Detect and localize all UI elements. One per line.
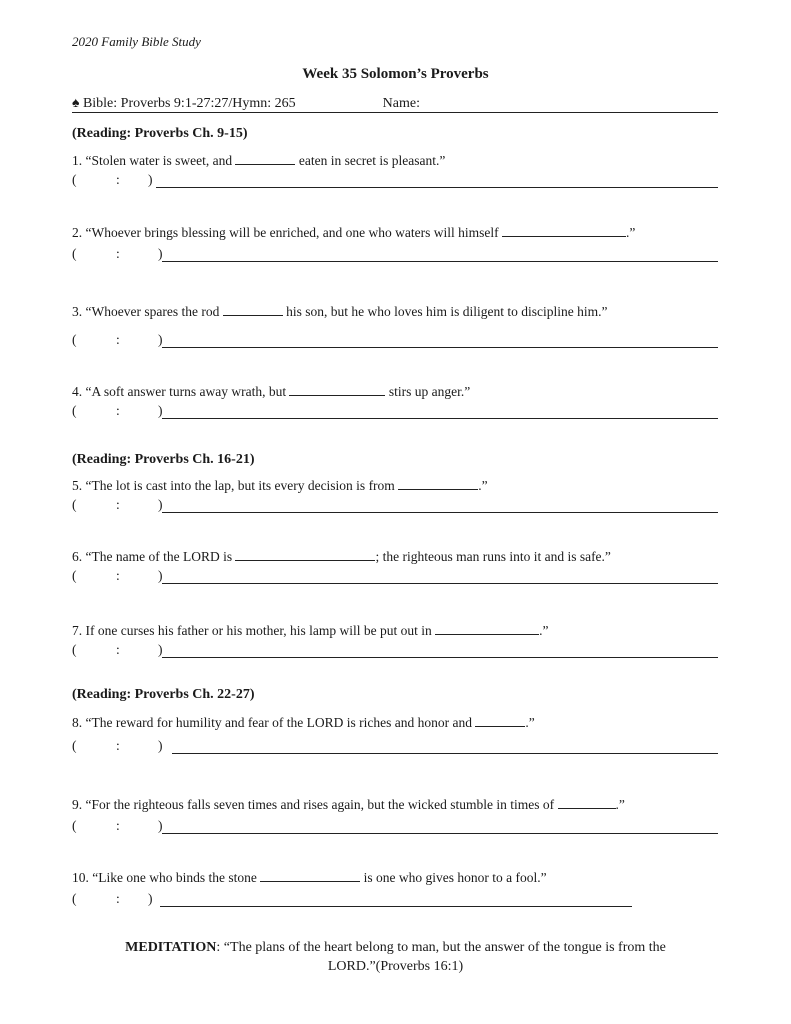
series-header: 2020 Family Bible Study: [72, 34, 201, 49]
reference-answer-line[interactable]: [162, 657, 718, 658]
reference-line-5[interactable]: ( : ): [72, 497, 718, 515]
meditation-label: MEDITATION: [125, 940, 217, 955]
answer-blank[interactable]: [435, 622, 539, 635]
reference-line-10[interactable]: ( : ): [72, 891, 718, 909]
question-9: 9. “For the righteous falls seven times and rises again, but the wicked stumble in times of .”: [72, 797, 625, 812]
section-heading-1: (Reading: Proverbs Ch. 9-15): [72, 126, 248, 141]
reference-answer-line[interactable]: [162, 512, 718, 513]
answer-blank[interactable]: [235, 152, 295, 165]
bible-line-underline: [72, 112, 718, 113]
question-10: 10. “Like one who binds the stone is one who gives honor to a fool.”: [72, 870, 547, 885]
section-heading-2: (Reading: Proverbs Ch. 16-21): [72, 452, 255, 467]
reference-answer-line[interactable]: [162, 583, 718, 584]
answer-blank[interactable]: [398, 477, 478, 490]
answer-blank[interactable]: [260, 869, 360, 882]
reference-line-6[interactable]: ( : ): [72, 568, 718, 586]
spade-icon: ♠: [72, 96, 80, 111]
name-label: Name:: [382, 96, 420, 111]
bible-reference: Bible: Proverbs 9:1-27:27/Hymn: 265: [82, 96, 296, 111]
reference-answer-line[interactable]: [162, 347, 718, 348]
section-heading-3: (Reading: Proverbs Ch. 22-27): [72, 687, 255, 702]
question-6: 6. “The name of the LORD is ; the righteous man runs into it and is safe.”: [72, 549, 611, 564]
meditation-text: : “The plans of the heart belong to man, but the answer of the tongue is from the LORD.”(Proverbs 16:1): [216, 940, 666, 974]
question-4: 4. “A soft answer turns away wrath, but stirs up anger.”: [72, 384, 471, 399]
reference-line-9[interactable]: ( : ): [72, 818, 718, 836]
question-1: 1. “Stolen water is sweet, and eaten in secret is pleasant.”: [72, 153, 446, 168]
reference-answer-line[interactable]: [162, 833, 718, 834]
question-5: 5. “The lot is cast into the lap, but its every decision is from .”: [72, 478, 488, 493]
answer-blank[interactable]: [558, 796, 616, 809]
meditation-block: [0, 938, 791, 976]
answer-blank[interactable]: [475, 714, 525, 727]
reference-line-7[interactable]: ( : ): [72, 642, 718, 660]
answer-blank[interactable]: [289, 383, 385, 396]
reference-line-8[interactable]: ( : ): [72, 738, 718, 756]
reference-line-4[interactable]: ( : ): [72, 403, 718, 421]
reference-answer-line[interactable]: [172, 753, 718, 754]
answer-blank[interactable]: [235, 548, 375, 561]
answer-blank[interactable]: [223, 303, 283, 316]
reference-line-3[interactable]: ( : ): [72, 332, 718, 350]
bible-line: [72, 96, 420, 112]
reference-answer-line[interactable]: [160, 906, 632, 907]
reference-line-1[interactable]: ( : ): [72, 172, 718, 190]
reference-answer-line[interactable]: [156, 187, 718, 188]
answer-blank[interactable]: [502, 224, 626, 237]
question-8: 8. “The reward for humility and fear of the LORD is riches and honor and .”: [72, 715, 535, 730]
page-title: Week 35 Solomon’s Proverbs: [302, 66, 489, 82]
reference-answer-line[interactable]: [162, 418, 718, 419]
question-7: 7. If one curses his father or his mother, his lamp will be put out in .”: [72, 623, 549, 638]
question-2: 2. “Whoever brings blessing will be enriched, and one who waters will himself .”: [72, 225, 636, 240]
question-3: 3. “Whoever spares the rod his son, but he who loves him is diligent to discipline him.”: [72, 304, 608, 319]
reference-line-2[interactable]: ( : ): [72, 246, 718, 264]
reference-answer-line[interactable]: [162, 261, 718, 262]
